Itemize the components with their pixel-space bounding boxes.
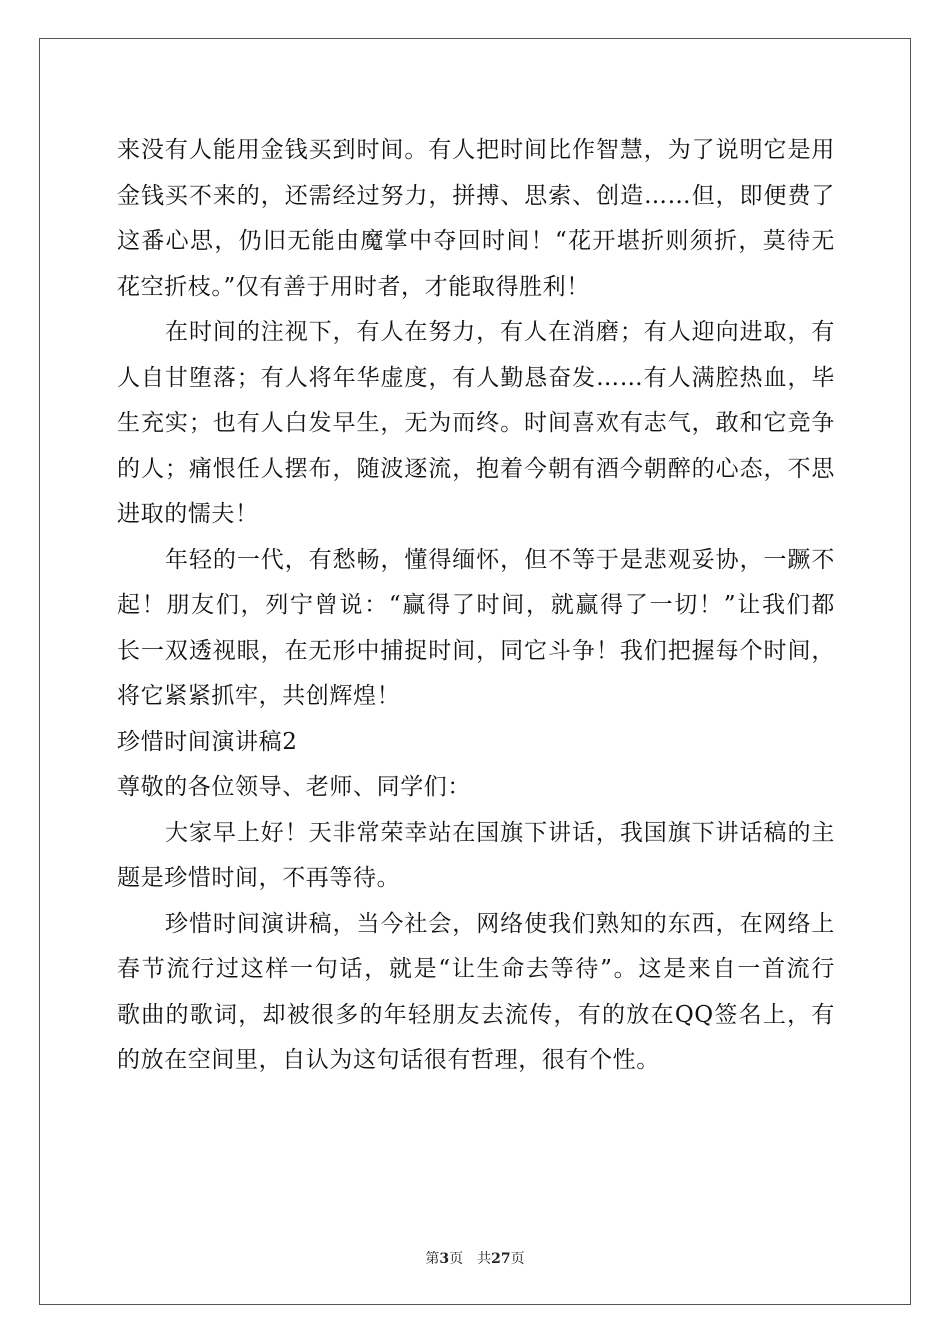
text-line: 春节流行过这样一句话，就是“让生命去等待”。这是来自一首流行 <box>117 956 835 982</box>
text-line: 歌曲的歌词，却被很多的年轻朋友去流传，有的放在QQ签名上，有 <box>117 1001 835 1028</box>
text-line: 长一双透视眼，在无形中捕捉时间，同它斗争！我们把握每个时间， <box>117 637 835 664</box>
section-heading: 珍惜时间演讲稿2 <box>117 728 298 755</box>
text-line: 在时间的注视下，有人在努力，有人在消磨；有人迎向进取，有 <box>165 319 835 345</box>
text-line: 将它紧紧抓牢，共创辉煌！ <box>117 683 401 709</box>
total-pages: 27 <box>491 1251 511 1267</box>
text-line: 大家早上好！天非常荣幸站在国旗下讲话，我国旗下讲话稿的主 <box>165 819 835 846</box>
text-line: 题是珍惜时间，不再等待。 <box>117 865 401 891</box>
text-line: 金钱买不来的，还需经过努力，拼搏、思索、创造……但，即便费了 <box>117 182 835 209</box>
text-line: 生充实；也有人白发早生，无为而终。时间喜欢有志气，敢和它竞争 <box>117 410 835 436</box>
footer-mid: 页 共 <box>449 1251 492 1267</box>
footer-prefix: 第 <box>425 1251 440 1267</box>
text-line: 的人；痛恨任人摆布，随波逐流，抱着今朝有酒今朝醉的心态，不思 <box>117 455 835 482</box>
footer-suffix: 页 <box>510 1251 525 1267</box>
document-body <box>117 128 835 1084</box>
page-footer <box>0 1248 950 1268</box>
text-line: 人自甘堕落；有人将年华虚度，有人勤恳奋发……有人满腔热血，毕 <box>117 364 835 391</box>
salutation: 尊敬的各位领导、老师、同学们： <box>117 774 471 800</box>
text-line: 来没有人能用金钱买到时间。有人把时间比作智慧，为了说明它是用 <box>117 137 835 163</box>
page-number: 3 <box>439 1251 450 1267</box>
text-line: 这番心思，仍旧无能由魔掌中夺回时间！“花开堪折则须折，莫待无 <box>117 228 835 254</box>
text-line: 进取的懦夫！ <box>117 501 259 527</box>
text-line: 花空折枝。”仅有善于用时者，才能取得胜利！ <box>117 273 590 300</box>
text-line: 珍惜时间演讲稿，当今社会，网络使我们熟知的东西，在网络上 <box>165 910 835 937</box>
text-line: 起！朋友们，列宁曾说：“赢得了时间，就赢得了一切！”让我们都 <box>117 592 835 618</box>
text-line: 年轻的一代，有愁畅，懂得缅怀，但不等于是悲观妥协，一蹶不 <box>165 546 835 573</box>
text-line: 的放在空间里，自认为这句话很有哲理，很有个性。 <box>117 1047 660 1073</box>
